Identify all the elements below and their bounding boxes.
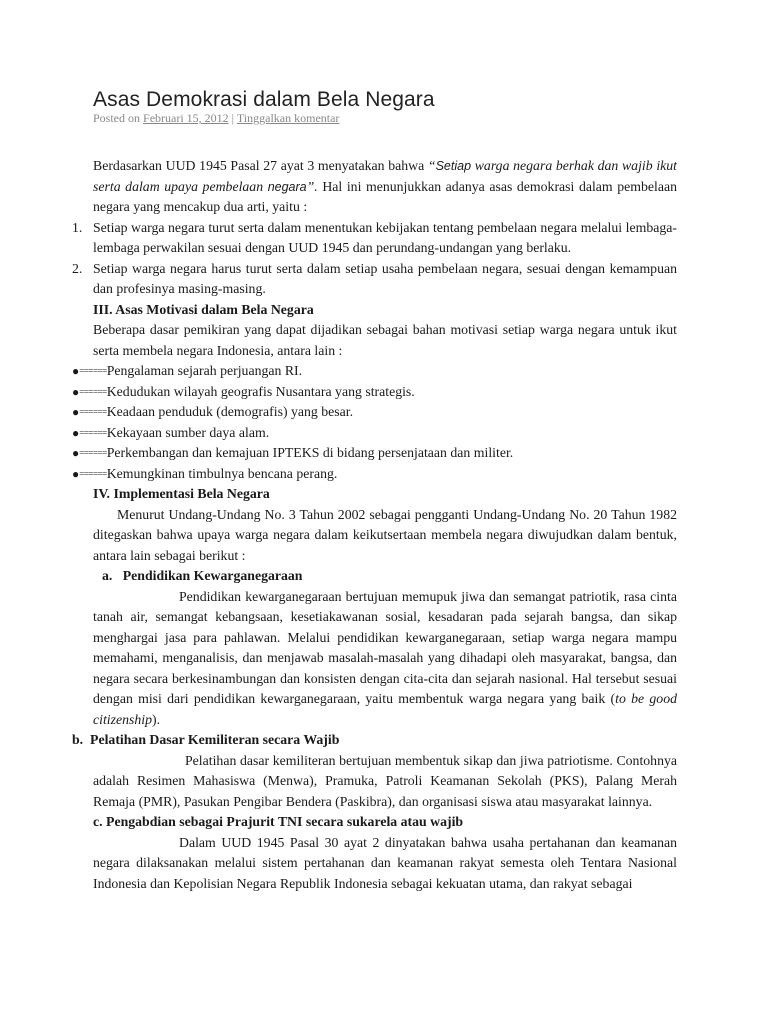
sub-a-italic: to be good citizenship bbox=[93, 691, 678, 727]
bullet-dash: ====== bbox=[79, 468, 107, 479]
bullet-icon: ● bbox=[72, 384, 80, 399]
bullet-text: Kedudukan wilayah geografis Nusantara yang strategis. bbox=[106, 383, 415, 399]
sub-c-heading: c. Pengabdian sebagai Prajurit TNI secara sukarela atau wajib bbox=[93, 814, 464, 829]
bullet-dash: ====== bbox=[79, 448, 107, 458]
quote-close: ”. bbox=[306, 178, 318, 194]
section-3-intro: Beberapa dasar pemikiran yang dapat dijadikan sebagai bahan motivasi setiap warga negara untuk ikut serta membela negara Indonesia, antara lain : bbox=[93, 322, 677, 358]
bullet-dash: ====== bbox=[79, 366, 107, 376]
bullet-text: Perkembangan dan kemajuan IPTEKS di bidang persenjataan dan militer. bbox=[106, 445, 514, 460]
bullet-dash: ====== bbox=[79, 427, 107, 438]
sub-a-label: a. bbox=[102, 568, 113, 583]
post-title: Asas Demokrasi dalam Bela Negara bbox=[93, 88, 435, 111]
section-4-intro: Menurut Undang-Undang No. 3 Tahun 2002 sebagai pengganti Undang-Undang No. 20 Tahun 1982 ditegaskan bahwa upaya warga negara dalam keikutsertaan membela negara diwujudkan dalam bentuk, antara lain sebagai berikut : bbox=[93, 506, 677, 563]
bullet-item bbox=[72, 423, 677, 444]
meta-separator: | bbox=[231, 111, 235, 125]
sub-a-end: ). bbox=[152, 711, 161, 727]
list-item-text: Setiap warga negara turut serta dalam menentukan kebijakan tentang pembelaan negara melalui lembaga-lembaga perwakilan sesuai dengan UUD 1945 dan perundang-undangan yang berlaku. bbox=[93, 219, 677, 255]
posted-on-label: Posted on bbox=[93, 111, 141, 125]
intro-text-start: Berdasarkan UUD 1945 Pasal 27 ayat 3 menyatakan bahwa bbox=[93, 158, 428, 173]
bullet-item bbox=[72, 361, 677, 382]
quote-open: “ bbox=[427, 158, 436, 173]
bullet-text: Kemungkinan timbulnya bencana perang. bbox=[106, 465, 338, 481]
bullet-icon: ● bbox=[72, 364, 80, 378]
sub-c-paragraph: Dalam UUD 1945 Pasal 30 ayat 2 dinyatakan bahwa usaha pertahanan dan keamanan negara dilaksanakan melalui sistem pertahanan dan keamanan rakyat semesta oleh Tentara Nasional Indonesia dan Kepolisian Negara Republik Indonesia sebagai kekuatan utama, dan rakyat sebagai bbox=[93, 834, 677, 891]
post-date-link[interactable]: Februari 15, 2012 bbox=[143, 111, 229, 125]
list-item bbox=[72, 218, 677, 259]
sub-a-title: Pendidikan Kewarganegaraan bbox=[122, 568, 303, 583]
sub-b-title: Pelatihan Dasar Kemiliteran secara Wajib bbox=[90, 732, 340, 747]
bullet-item bbox=[72, 464, 677, 485]
sub-a-paragraph bbox=[72, 587, 677, 731]
sub-b-label: b. bbox=[72, 732, 84, 747]
list-number: 1. bbox=[72, 219, 83, 235]
bullet-icon: ● bbox=[72, 405, 80, 419]
bullet-dash: ====== bbox=[79, 407, 107, 417]
post-meta bbox=[93, 111, 339, 126]
bullet-text: Keadaan penduduk (demografis) yang besar. bbox=[106, 404, 354, 419]
bullet-dash: ====== bbox=[79, 386, 107, 397]
sub-a-text: Pendidikan kewarganegaraan bertujuan memupuk jiwa dan semangat patriotik, rasa cinta tanah air, semangat kebangsaan, kesetiakawanan sosial, kesadaran pada sejarah bangsa, dan sikap menghargai jasa para pahlawan. Melalui pendidikan kewarganegaraan, setiap warga negara mampu memahami, menganalisis, dan menjawab masalah-masalah yang dihadapi oleh masyarakat, bangsa, dan negara secara berkesinambungan dan konsisten dengan cita-cita dan sejarah nasional. Hal tersebut sesuai dengan misi dari pendidikan kewarganegaraan, yaitu membentuk warga negara yang baik ( bbox=[93, 588, 677, 706]
quote-text: warga negara berhak dan wajib ikut serta dalam upaya pembelaan bbox=[93, 158, 678, 194]
bullet-item bbox=[72, 443, 677, 464]
sub-b-heading bbox=[72, 730, 677, 751]
quote-word-setiap: Setiap bbox=[435, 159, 472, 173]
sub-b-paragraph: Pelatihan dasar kemiliteran bertujuan membentuk sikap dan jiwa patriotisme. Contohnya adalah Resimen Mahasiswa (Menwa), Pramuka, Patroli Keamanan Sekolah (PKS), Palang Merah Remaja (PMR), Pasukan Pengibar Bendera (Paskibra), dan organisasi siswa atau masyarakat lainnya. bbox=[93, 752, 677, 809]
list-number: 2. bbox=[72, 260, 83, 276]
section-3-heading: III. Asas Motivasi dalam Bela Negara bbox=[93, 301, 314, 317]
bullet-item bbox=[72, 402, 677, 423]
sub-a-heading bbox=[72, 566, 677, 587]
bullet-text: Kekayaan sumber daya alam. bbox=[106, 424, 270, 440]
comment-link[interactable]: Tinggalkan komentar bbox=[236, 111, 340, 125]
intro-text-end: Hal ini menunjukkan adanya asas demokrasi dalam pembelaan negara yang mencakup dua arti, yaitu : bbox=[93, 178, 678, 214]
bullet-icon: ● bbox=[72, 466, 80, 481]
list-item bbox=[72, 259, 677, 300]
quote-word-negara: negara bbox=[267, 179, 307, 194]
intro-paragraph bbox=[72, 156, 677, 218]
bullet-item bbox=[72, 382, 677, 403]
bullet-text: Pengalaman sejarah perjuangan RI. bbox=[106, 363, 303, 378]
section-4-heading: IV. Implementasi Bela Negara bbox=[93, 486, 270, 501]
list-item-text: Setiap warga negara harus turut serta dalam setiap usaha pembelaan negara, sesuai dengan kemampuan dan profesinya masing-masing. bbox=[93, 260, 677, 296]
post-content bbox=[72, 156, 677, 894]
bullet-icon: ● bbox=[72, 446, 80, 460]
bullet-icon: ● bbox=[72, 425, 80, 440]
